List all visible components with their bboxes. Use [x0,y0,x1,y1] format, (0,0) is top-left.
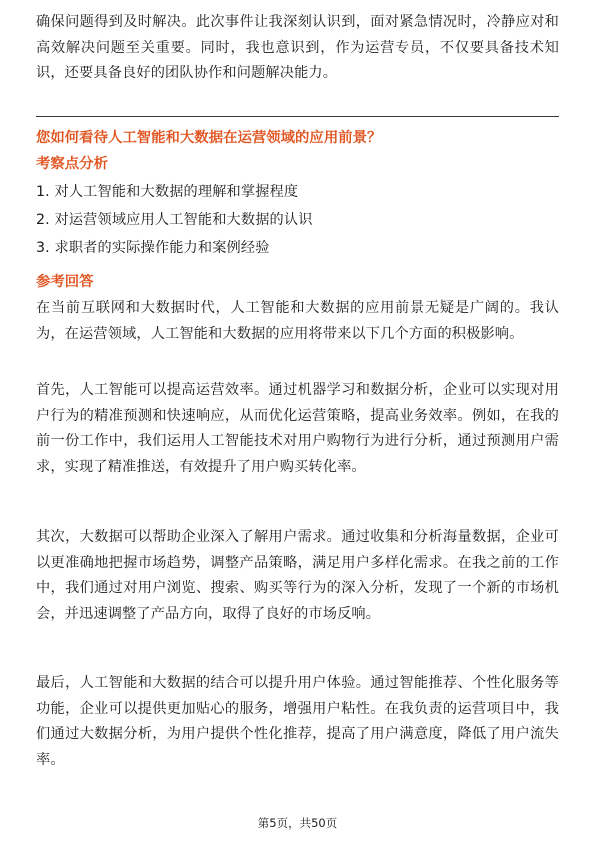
analysis-item: 1. 对人工智能和大数据的理解和掌握程度 [36,184,299,200]
intro-paragraph: 确保问题得到及时解决。此次事件让我深刻认识到，面对紧急情况时，冷静应对和高效解决问题至关重要。同时，我也意识到，作为运营专员，不仅要具备技术知识，还要具备良好的团队协作和问题解决能力。 [36,14,559,81]
answer-paragraph: 最后，人工智能和大数据的结合可以提升用户体验。通过智能推荐、个性化服务等功能，企业可以提供更加贴心的服务，增强用户粘性。在我负责的运营项目中，我们通过大数据分析，为用户提供个性化推荐，提高了用户满意度，降低了用户流失率。 [36,675,559,768]
page-number: 第5页，共50页 [257,816,338,830]
question-title: 您如何看待人工智能和大数据在运营领域的应用前景？ [36,130,382,146]
answer-paragraph: 在当前互联网和大数据时代，人工智能和大数据的应用前景无疑是广阔的。我认为，在运营领域，人工智能和大数据的应用将带来以下几个方面的积极影响。 [36,300,559,342]
analysis-item: 3. 求职者的实际操作能力和案例经验 [36,240,270,256]
section-divider [36,116,559,117]
analysis-heading: 考察点分析 [36,156,108,172]
analysis-item: 2. 对运营领域应用人工智能和大数据的认识 [36,212,313,228]
document-page [36,0,559,842]
answer-paragraph: 其次，大数据可以帮助企业深入了解用户需求。通过收集和分析海量数据，企业可以更准确地把握市场趋势，调整产品策略，满足用户多样化需求。在我之前的工作中，我们通过对用户浏览、搜索、购买等行为的深入分析，发现了一个新的市场机会，并迅速调整了产品方向，取得了良好的市场反响。 [36,529,559,622]
answer-paragraph: 首先，人工智能可以提高运营效率。通过机器学习和数据分析，企业可以实现对用户行为的精准预测和快速响应，从而优化运营策略，提高业务效率。例如，在我的前一份工作中，我们运用人工智能技术对用户购物行为进行分析，通过预测用户需求，实现了精准推送，有效提升了用户购买转化率。 [36,382,559,475]
answer-heading: 参考回答 [36,274,94,290]
